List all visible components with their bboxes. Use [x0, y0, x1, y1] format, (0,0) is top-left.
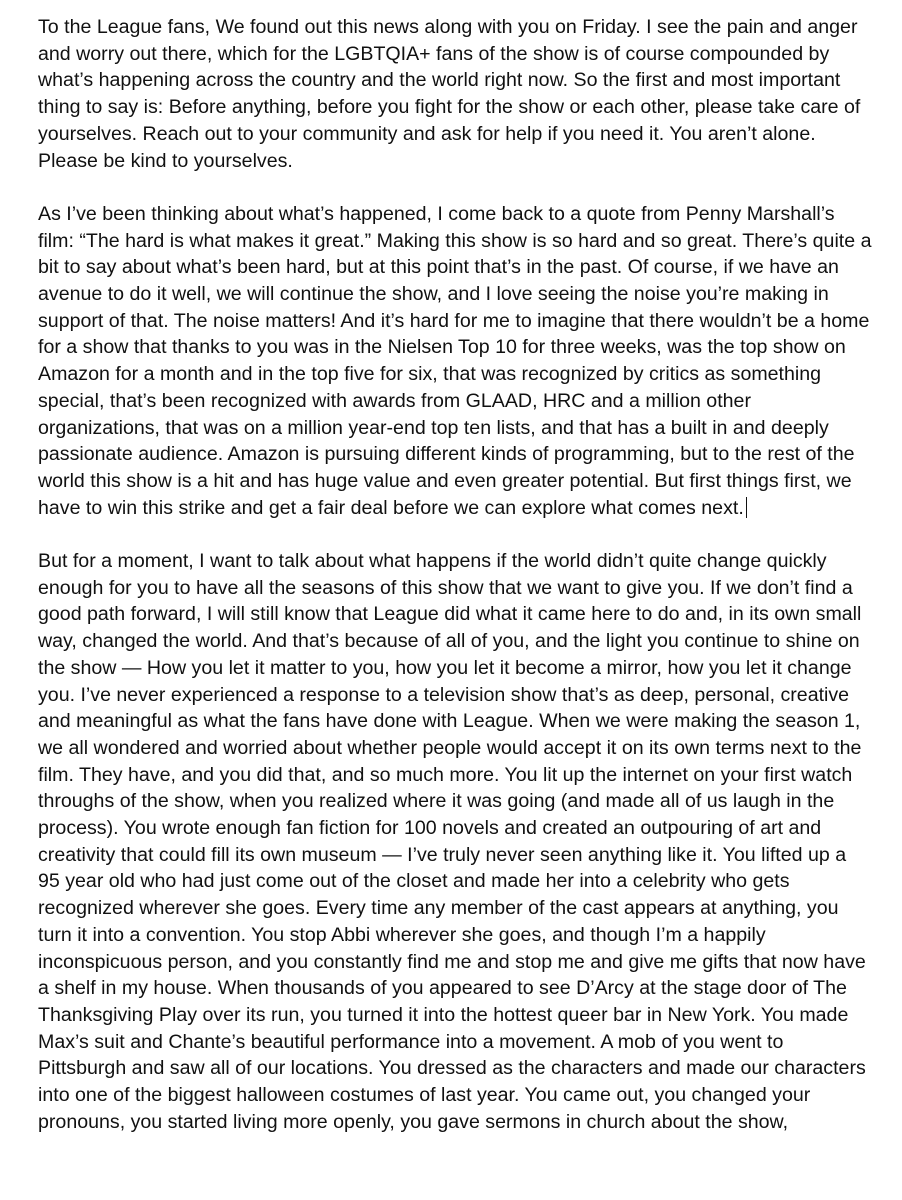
paragraph-quote-text: As I’ve been thinking about what’s happened, I come back to a quote from Penny Marshall’s film: “The hard is what makes it great.” Making this show is so hard and so great. There’s quite a bit to say about what’s been hard, but at this point that’s in the past. Of course, if we have an avenue to do it well, we will continue the show, and I love seeing the noise you’re making in support of that. The noise matters! And it’s hard for me to imagine that there wouldn’t be a home for a show that thanks to you was in the Nielsen Top 10 for three weeks, was the top show on Amazon for a month and in the top five for six, that was recognized by critics as something special, that’s been recognized with awards from GLAAD, HRC and a million other organizations, that was on a million year-end top ten lists, and that has a built in and deeply passionate audience. Amazon is pursuing different kinds of programming, but to the rest of the world this show is a hit and has huge value and even greater potential. But first things first, we have to win this strike and get a fair deal before we can explore what comes next. — [38, 202, 872, 519]
letter-document — [38, 14, 873, 1162]
paragraph-quote — [38, 201, 873, 521]
paragraph-intro: To the League fans, We found out this news along with you on Friday. I see the pain and anger and worry out there, which for the LGBTQIA+ fans of the show is of course compounded by what’s happening across the country and the world right now. So the first and most important thing to say is: Before anything, before you fight for the show or each other, please take care of yourselves. Reach out to your community and ask for help if you need it. You aren’t alone. Please be kind to yourselves. — [38, 16, 861, 172]
text-cursor — [746, 497, 748, 518]
paragraph-fans: But for a moment, I want to talk about what happens if the world didn’t quite change quickly enough for you to have all the seasons of this show that we want to give you. If we don’t find a good path forward, I will still know that League did what it came here to do and, in its own small way, changed the world. And that’s because of all of you, and the light you continue to shine on the show — How you let it matter to you, how you let it become a mirror, how you let it change you. I’ve never experienced a response to a television show that’s as deep, personal, creative and meaningful as what the fans have done with League. When we were making the season 1, we all wondered and worried about whether people would accept it on its own terms next to the film. They have, and you did that, and so much more. You lit up the internet on your first watch throughs of the show, when you realized where it was going (and made all of us laugh in the process). You wrote enough fan fiction for 100 novels and created an outpouring of art and creativity that could fill its own museum — I’ve truly never seen anything like it. You lifted up a 95 year old who had just come out of the closet and made her into a celebrity who gets recognized wherever she goes. Every time any member of the cast appears at anything, you turn it into a convention. You stop Abbi wherever she goes, and though I’m a happily inconspicuous person, and you constantly find me and stop me and give me gifts that now have a shelf in my house. When thousands of you appeared to see D’Arcy at the stage door of The Thanksgiving Play over its run, you turned it into the hottest queer bar in New York. You made Max’s suit and Chante’s beautiful performance into a movement. A mob of you went to Pittsburgh and saw all of our locations. You dressed as the characters and made our characters into one of the biggest halloween costumes of last year. You came out, you changed your pronouns, you started living more openly, you gave sermons in church about the show, — [38, 550, 866, 1133]
